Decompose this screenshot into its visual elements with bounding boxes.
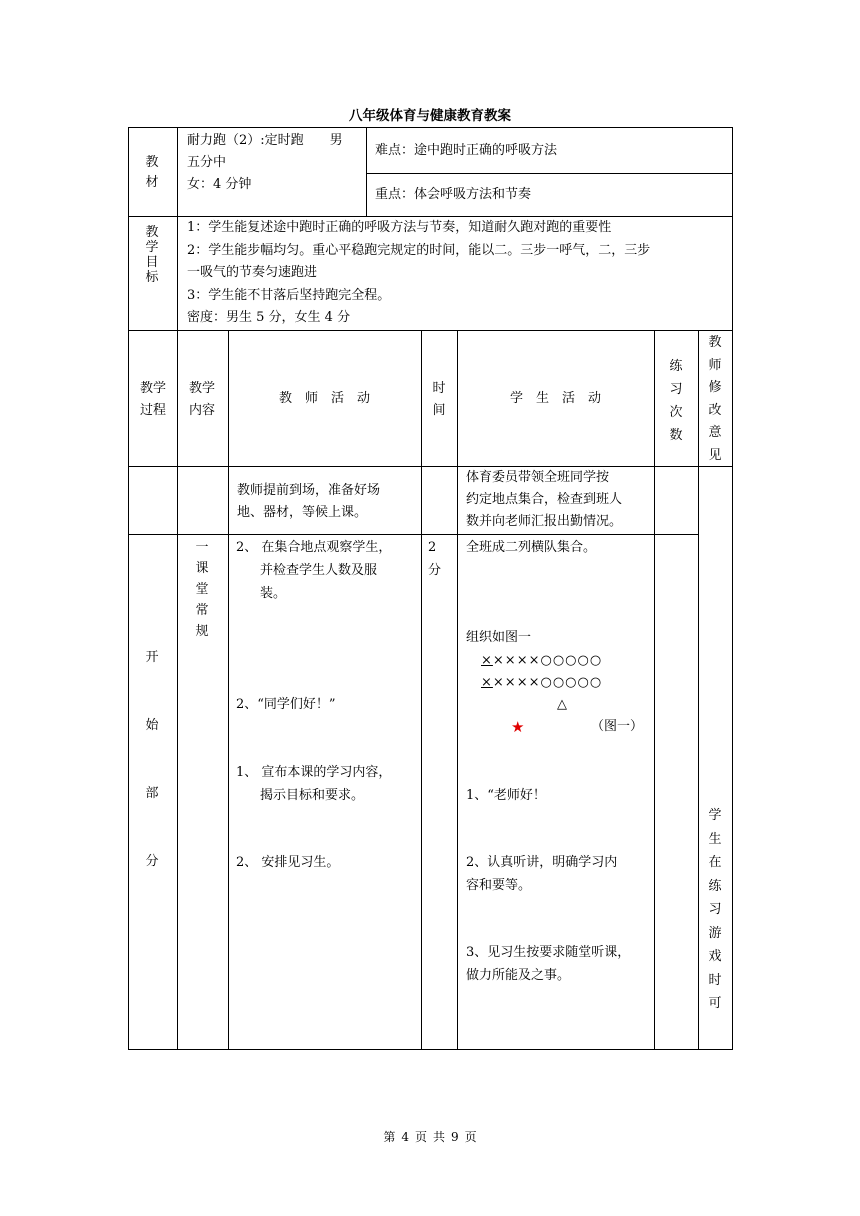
jiaocai-content-line1: 耐力跑（2）:定时跑 男: [187, 133, 343, 148]
teacher-activity-4: 2、 安排见习生。: [236, 855, 340, 870]
footer-page-number: 4: [401, 1130, 409, 1144]
header-time: 时间: [432, 381, 446, 418]
comment-text: 学生在练习游戏时可: [708, 808, 722, 1011]
teacher-activity-1c: 装。: [260, 586, 287, 601]
header-process: 教学过程: [139, 381, 166, 418]
objective-line-4: 3：学生能不甘落后坚持跑完全程。: [187, 288, 391, 303]
formation-marks: ××××○○○○○: [492, 653, 603, 668]
row1-teacher-line1: 教师提前到场，准备好场: [237, 483, 381, 498]
formation-mark: ×: [481, 675, 493, 690]
figure-label: （图一）: [591, 719, 644, 734]
teacher-activity-3b: 揭示目标和要求。: [260, 788, 365, 803]
student-activity-3: 1、“老师好！: [466, 788, 546, 803]
footer-suffix: 页: [464, 1130, 477, 1144]
student-activity-2: 组织如图一: [466, 630, 532, 645]
teacher-activity-3a: 1、 宣布本课的学习内容，: [236, 765, 392, 780]
header-comments: 教师修改意见: [708, 335, 722, 463]
footer-total-pages: 9: [451, 1130, 459, 1144]
formation-marks: ××××○○○○○: [492, 675, 603, 690]
objective-line-5: 密度：男生 5 分，女生 4 分: [187, 310, 351, 325]
student-activity-5a: 3、见习生按要求随堂听课，: [466, 945, 631, 960]
footer-mid2: 共: [433, 1130, 446, 1144]
formation-mark: ×: [481, 653, 493, 668]
content-routine: 一课堂常规: [195, 540, 209, 639]
teacher-activity-1b: 并检查学生人数及服: [260, 563, 378, 578]
objective-line-1: 1：学生能复述途中跑时正确的呼吸方法与节奏，知道耐久跑对跑的重要性: [187, 220, 612, 235]
formation-row-1: [481, 650, 602, 672]
header-practice: 练习次数: [669, 359, 683, 443]
row1-student-line3: 数并向老师汇报出勤情况。: [466, 514, 623, 529]
star-icon: ★: [511, 718, 525, 736]
page-title: 八年级体育与健康教育教案: [349, 108, 511, 124]
section-start-label: 开始部分: [145, 650, 159, 869]
student-activity-1: 全班成二列横队集合。: [466, 540, 597, 555]
header-student: 学 生 活 动: [509, 391, 601, 406]
triangle-icon: △: [557, 697, 567, 712]
page-footer: [0, 1128, 860, 1145]
formation-row-2: [481, 672, 602, 694]
row1-teacher-line2: 地、器材，等候上课。: [237, 505, 368, 520]
row1-student-line1: 体育委员带领全班同学按: [466, 470, 610, 485]
objective-line-2: 2：学生能步幅均匀。重心平稳跑完规定的时间，能以二。三步一呼气，二，三步: [187, 243, 651, 258]
student-activity-4b: 容和要等。: [466, 878, 532, 893]
difficulty-text: 难点：途中跑时正确的呼吸方法: [375, 143, 558, 158]
objectives-label: 教学目标: [145, 225, 159, 285]
objective-line-3: 一吸气的节奏匀速跑进: [187, 265, 318, 280]
student-activity-4a: 2、认真听讲，明确学习内: [466, 855, 618, 870]
jiaocai-content-line3: 女：4 分钟: [187, 177, 252, 192]
time-value: 2: [428, 540, 437, 555]
footer-prefix: 第: [383, 1130, 396, 1144]
jiaocai-content-line2: 五分中: [187, 155, 227, 170]
header-teacher: 教 师 活 动: [278, 391, 370, 406]
time-unit: 分: [428, 563, 442, 578]
teacher-activity-1a: 2、 在集合地点观察学生，: [236, 540, 392, 555]
row1-student-line2: 约定地点集合，检查到班人: [466, 492, 623, 507]
footer-mid1: 页: [414, 1130, 427, 1144]
teacher-activity-2: 2、“同学们好！”: [236, 697, 336, 712]
header-content: 教学内容: [188, 381, 215, 418]
student-activity-5b: 做力所能及之事。: [466, 968, 571, 983]
jiaocai-label: 教材: [145, 155, 159, 190]
key-point-text: 重点：体会呼吸方法和节奏: [375, 187, 532, 202]
